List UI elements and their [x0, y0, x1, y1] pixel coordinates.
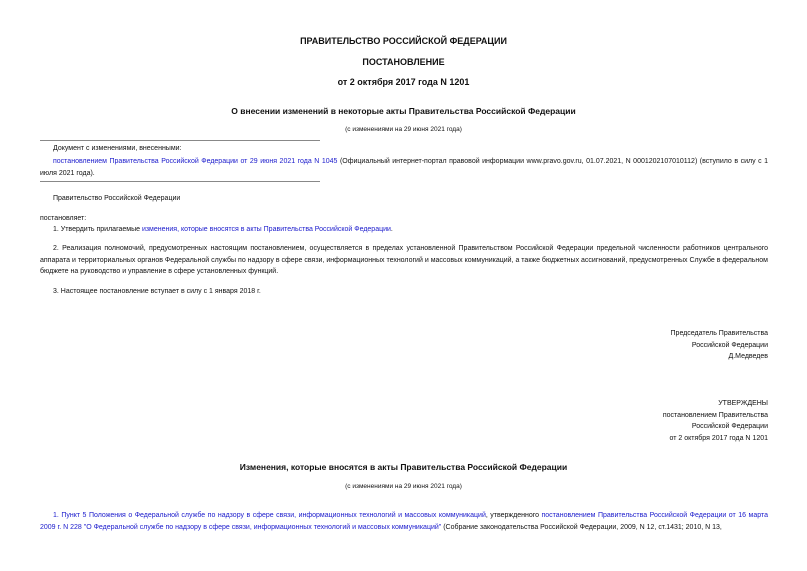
government-heading: ПРАВИТЕЛЬСТВО РОССИЙСКОЙ ФЕДЕРАЦИИ	[300, 36, 507, 46]
item-1-suffix: .	[390, 226, 393, 233]
signature-line-1: Председатель Правительства	[670, 330, 768, 337]
revision-rest: (Официальный интернет-портал правовой информации www.pravo.gov.ru, 01.07.2021, N 0001202107010112) (вступило в силу с 1 июля 2021 года).	[40, 158, 769, 177]
approved-line-2: постановлением Правительства	[662, 411, 768, 419]
changes-paragraph-1	[40, 510, 768, 533]
signature-line-3: Д.Медведев	[728, 353, 768, 360]
changes-title: Изменения, которые вносятся в акты Правительства Российской Федерации	[239, 462, 568, 472]
revision-link[interactable]: постановлением Правительства Российской Федерации от 29 июня 2021 года N 1045	[53, 158, 338, 165]
signature-line-2: Российской Федерации	[691, 341, 768, 349]
changes-link-resolution[interactable]: постановлением Правительства Российской Федерации от 16 марта 2009 г. N 228 "О Федеральной службе по надзору в сфере связи, информационных технологий и массовых коммуникаций"	[40, 512, 768, 531]
issuer: Правительство Российской Федерации	[53, 195, 181, 202]
item-3: 3. Настоящее постановление вступает в силу с 1 января 2018 г.	[53, 288, 261, 295]
item-1	[53, 226, 393, 233]
rule-top	[40, 140, 320, 141]
changes-text-2: (Собрание законодательства Российской Федерации, 2009, N 12, ст.1431; 2010, N 13,	[441, 523, 722, 531]
revision-note: (с изменениями на 29 июня 2021 года)	[345, 126, 462, 133]
resolves: постановляет:	[40, 215, 87, 222]
changes-revision: (с изменениями на 29 июня 2021 года)	[345, 483, 462, 490]
date-number-heading: от 2 октября 2017 года N 1201	[337, 77, 470, 87]
approved-line-1: УТВЕРЖДЕНЫ	[718, 400, 768, 407]
signature-block	[671, 328, 768, 363]
approved-line-3: Российской Федерации	[691, 423, 768, 430]
approved-block	[663, 398, 768, 444]
doc-type-heading: ПОСТАНОВЛЕНИЕ	[362, 57, 445, 67]
rule-bottom	[40, 181, 320, 182]
changes-text-1: , утвержденного	[485, 512, 542, 519]
changes-link-regulation[interactable]: 1. Пункт 5 Положения о Федеральной службе по надзору в сфере связи, информационных технологий и массовых коммуникаций	[53, 512, 486, 519]
revision-intro: Документ с изменениями, внесенными:	[53, 145, 182, 152]
item-1-prefix: 1. Утвердить прилагаемые	[53, 226, 142, 233]
document-title: О внесении изменений в некоторые акты Правительства Российской Федерации	[231, 106, 576, 116]
revision-text	[40, 156, 768, 179]
item-1-link[interactable]: изменения, которые вносятся в акты Правительства Российской Федерации	[141, 226, 391, 233]
item-2: 2. Реализация полномочий, предусмотренных настоящим постановлением, осуществляется в пределах установленной Правительством Российской Федерации предельной численности работников центрального аппарата и территориальных органов Федеральной службы по надзору в сфере связи, информационных технологий и массовых коммуникаций, а также бюджетных ассигнований, предусмотренных Службе в федеральном бюджете на руководство и управление в сфере установленных функций.	[40, 245, 768, 275]
approved-line-4: от 2 октября 2017 года N 1201	[669, 434, 768, 442]
